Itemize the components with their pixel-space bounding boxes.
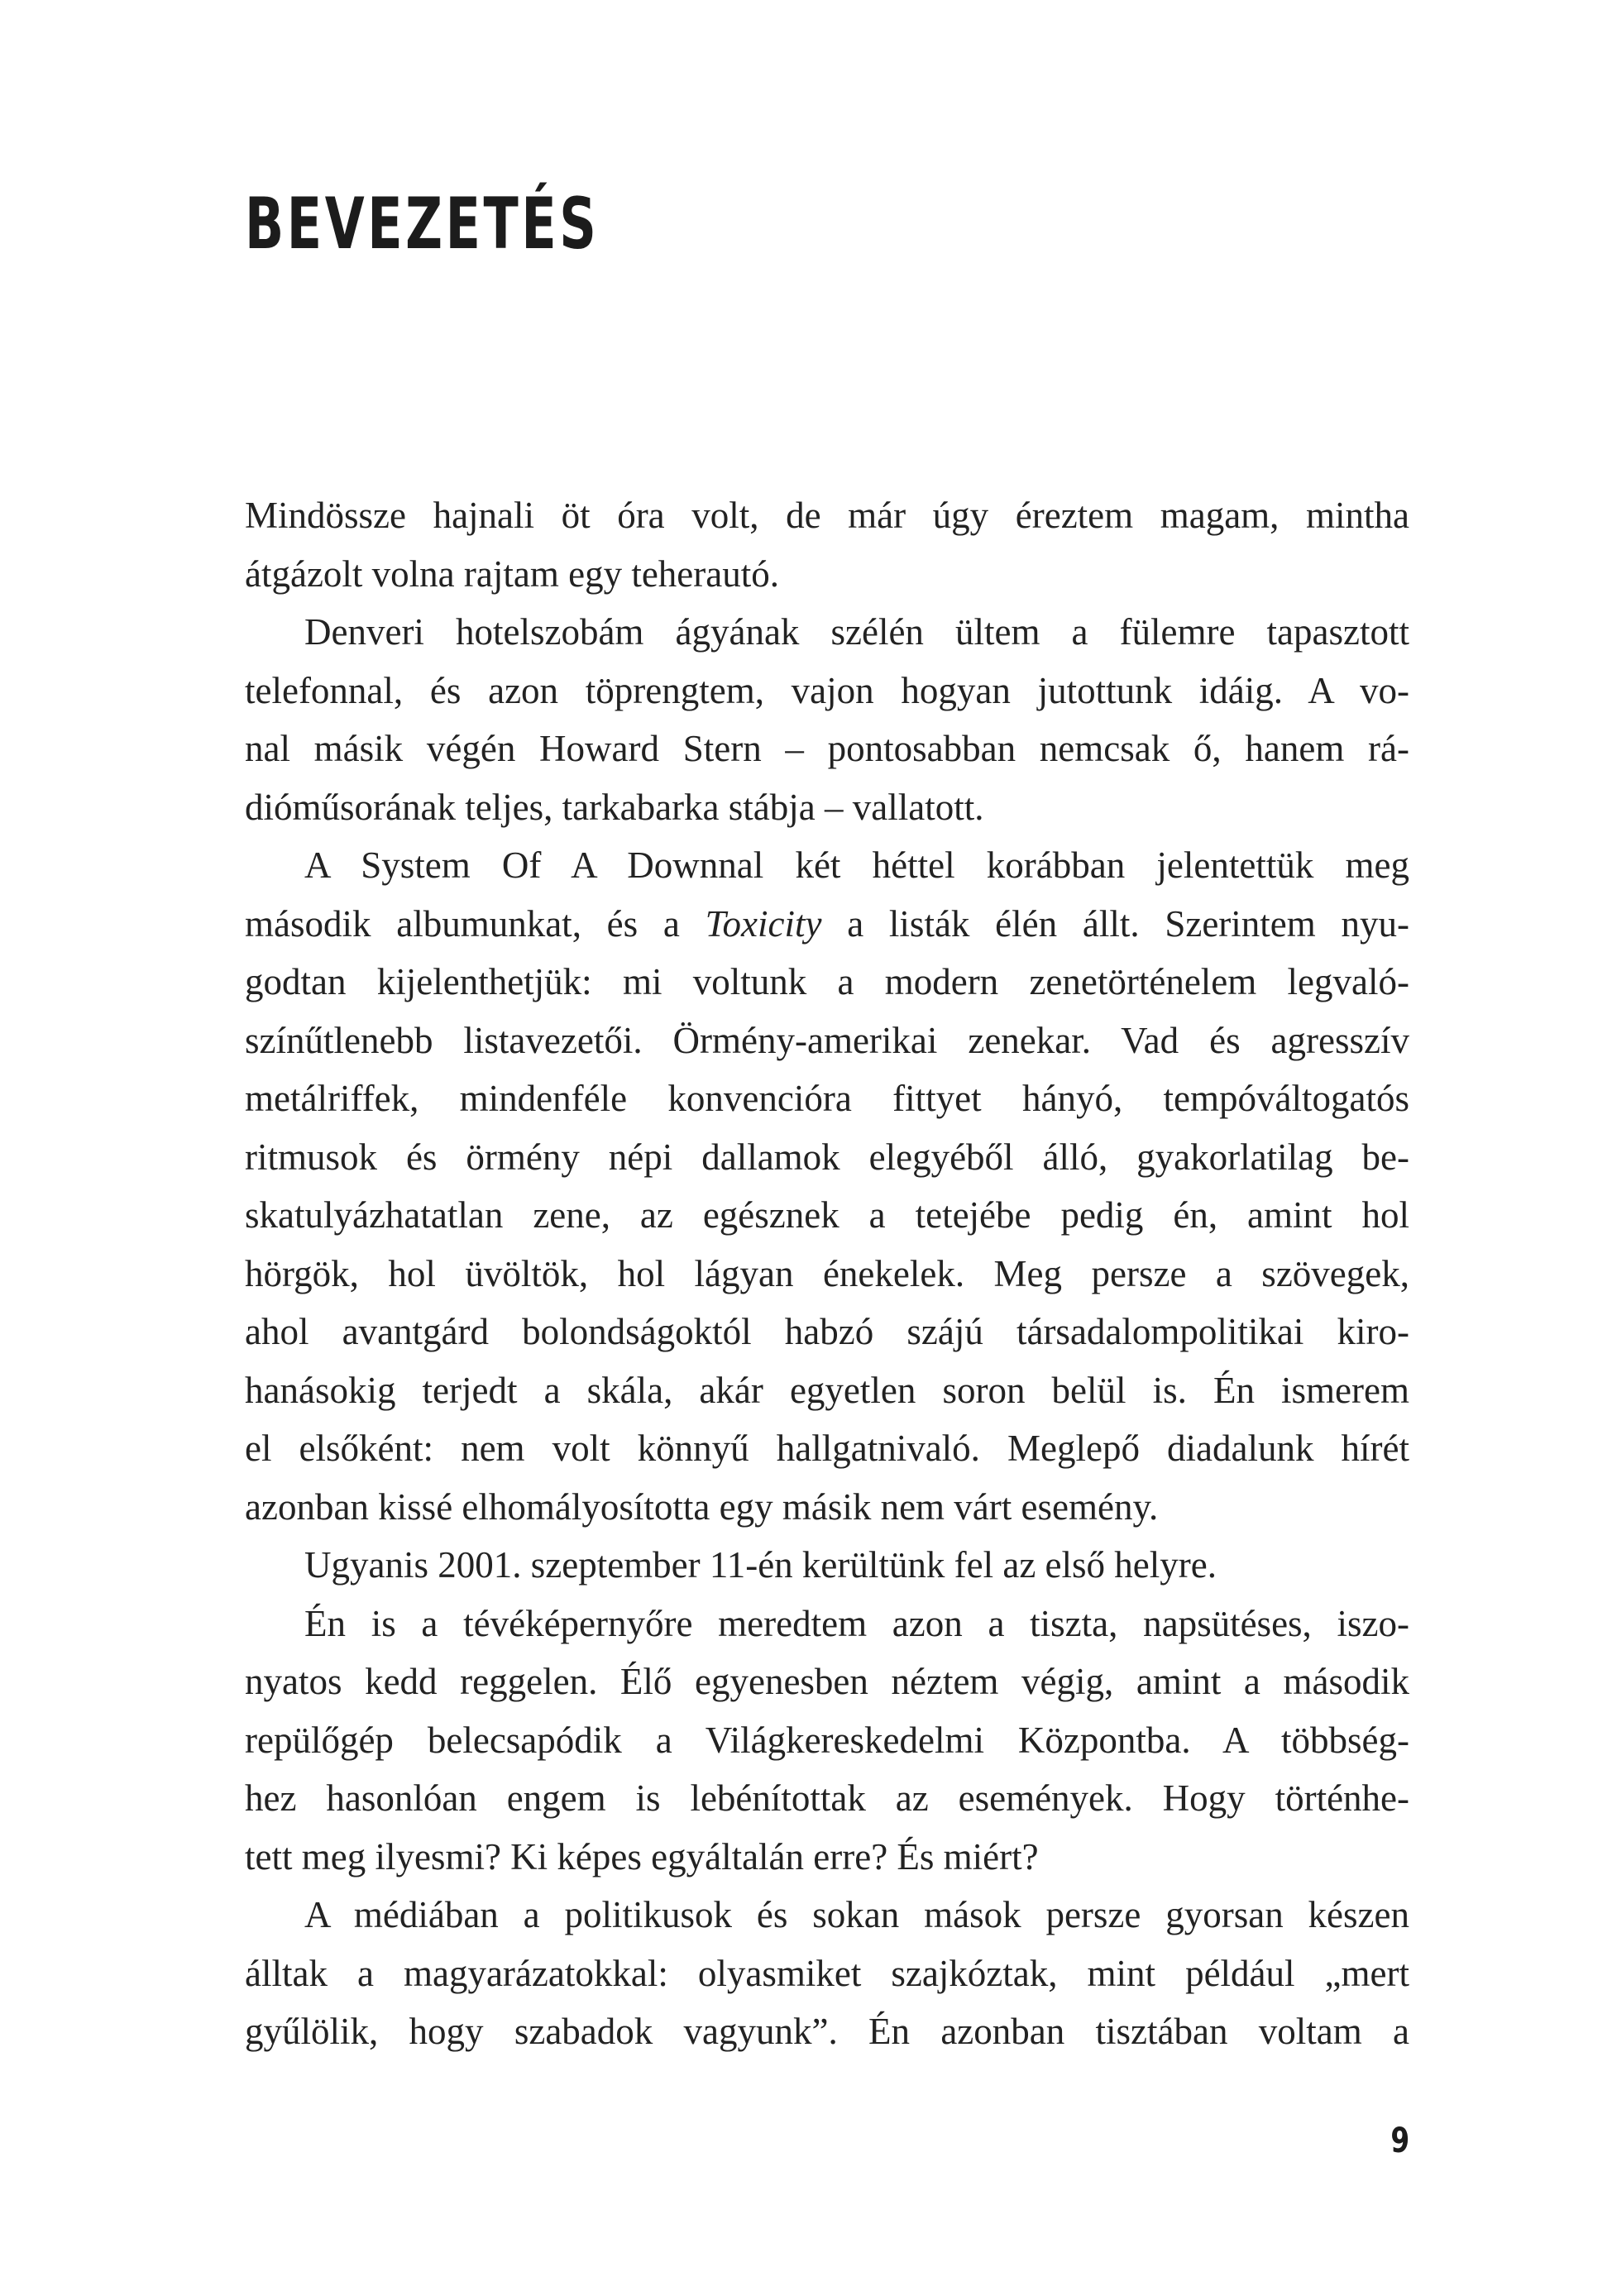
text-line: tett meg ilyesmi? Ki képes egyáltalán erre? És miért? xyxy=(245,1835,1039,1877)
text-line: dióműsorának teljes, tarkabarka stábja – vallatott. xyxy=(245,786,984,828)
text-line: hanásokig terjedt a skála, akár egyetlen soron belül is. Én ismerem xyxy=(245,1369,1409,1411)
text-line: ahol avantgárd bolondságoktól habzó szájú társadalompolitikai kiro- xyxy=(245,1311,1409,1352)
text-line: A System Of A Downnal két héttel korábban jelentettük meg xyxy=(304,844,1409,886)
text-segment: második albumunkat, és a xyxy=(245,902,706,945)
text-line: Mindössze hajnali öt óra volt, de már úgy éreztem magam, mintha xyxy=(245,495,1409,536)
text-line: színűtlenebb listavezetői. Örmény-amerikai zenekar. Vad és agresszív xyxy=(245,1019,1409,1061)
text-line: gyűlölik, hogy szabadok vagyunk”. Én azonban tisztában voltam a xyxy=(245,2011,1409,2052)
text-line: álltak a magyarázatokkal: olyasmiket szajkóztak, mint például „mert xyxy=(245,1952,1409,1994)
text-line: A médiában a politikusok és sokan mások persze gyorsan készen xyxy=(304,1894,1409,1935)
text-line: Én is a tévéképernyőre meredtem azon a tiszta, napsütéses, iszo- xyxy=(304,1602,1409,1644)
text-line: azonban kissé elhomályosította egy másik nem várt esemény. xyxy=(245,1485,1159,1528)
text-line: nal másik végén Howard Stern – pontosabban nemcsak ő, hanem rá- xyxy=(245,728,1409,769)
text-line: hörgök, hol üvöltök, hol lágyan énekelek. Meg persze a szövegek, xyxy=(245,1252,1409,1294)
page-number: 9 xyxy=(1390,2120,1409,2160)
text-line: telefonnal, és azon töprengtem, vajon hogyan jutottunk idáig. A vo- xyxy=(245,669,1409,711)
chapter-title: BEVEZETÉS xyxy=(245,183,600,265)
text-line: átgázolt volna rajtam egy teherautó. xyxy=(245,552,779,595)
album-title-italic: Toxicity xyxy=(705,902,822,945)
text-line xyxy=(245,895,1409,954)
text-segment: a listák élén állt. Szerintem nyu- xyxy=(821,902,1410,945)
text-line: Ugyanis 2001. szeptember 11-én kerültünk fel az első helyre. xyxy=(304,1544,1217,1586)
text-line: Denveri hotelszobám ágyának szélén ültem a fülemre tapasztott xyxy=(304,611,1409,653)
text-line: ritmusok és örmény népi dallamok elegyéből álló, gyakorlatilag be- xyxy=(245,1136,1409,1178)
text-line: repülőgép belecsapódik a Világkereskedelmi Központba. A többség- xyxy=(245,1719,1409,1761)
body-text xyxy=(245,486,1409,2061)
text-line: godtan kijelenthetjük: mi voltunk a modern zenetörténelem legvaló- xyxy=(245,961,1409,1002)
text-line: nyatos kedd reggelen. Élő egyenesben néztem végig, amint a második xyxy=(245,1661,1409,1702)
text-line: el elsőként: nem volt könnyű hallgatnivaló. Meglepő diadalunk hírét xyxy=(245,1428,1409,1469)
text-line: metálriffek, mindenféle konvencióra fittyet hányó, tempóváltogatós xyxy=(245,1078,1409,1119)
text-line: hez hasonlóan engem is lebénítottak az események. Hogy történhe- xyxy=(245,1777,1409,1819)
text-line: skatulyázhatatlan zene, az egésznek a tetejébe pedig én, amint hol xyxy=(245,1194,1409,1236)
